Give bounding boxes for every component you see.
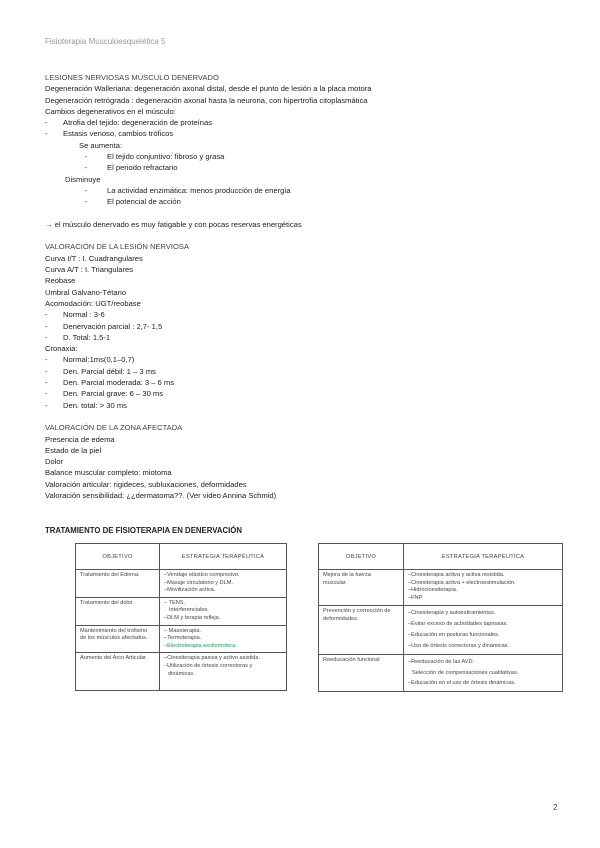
text-line: Degeneración Walleriana: degeneración axonal distal, desde el punto de lesión a la placa motora — [45, 84, 372, 94]
objective-cell: Reeducación funcional — [319, 655, 404, 692]
bullet-item: - Estasis venoso, cambios tróficos — [45, 129, 174, 139]
bullet-item: - Den. Parcial moderada: 3 – 6 ms — [45, 378, 175, 388]
sub-bullet-item: - El tejido conjuntivo: fibroso y grasa — [84, 152, 225, 162]
column-header: ESTRATEGIA TERAPÉUTICA — [404, 544, 563, 570]
bullet-item: - Denervación parcial : 2,7- 1,5 — [45, 321, 163, 331]
objective-cell: Tratamiento del dolor. — [76, 597, 160, 625]
strategy-cell: –Cinesiterapia pasiva y activo asistida. –Utilización de órtesis correctoras y dinámicas. — [160, 653, 287, 691]
text-line: Curva I/T : I. Cuadrangulares — [45, 253, 143, 263]
text-line: Dolor — [45, 457, 64, 467]
strategy-cell: – TENS. Interferenciales. –DLM y terapia refleja. — [160, 597, 287, 625]
column-header: OBJETIVO — [76, 544, 160, 570]
text-line: Umbral Galvano-Tétano — [45, 287, 127, 297]
objective-cell: Tratamiento del Edema. — [76, 570, 160, 598]
objective-cell: Mejora de la fuerza muscular. — [319, 570, 404, 606]
table-row — [76, 653, 287, 691]
text-line: Estado de la piel — [45, 445, 102, 455]
text-line: Presencia de edema — [45, 434, 115, 444]
table-row — [319, 655, 563, 692]
table-row — [76, 570, 287, 598]
sub-heading: Disminuye — [65, 174, 101, 184]
sub-heading: Se aumenta: — [79, 140, 123, 150]
column-header: OBJETIVO — [319, 544, 404, 570]
page-number: 2 — [553, 803, 558, 812]
bullet-item: - Normal:1ms(0,1–0,7) — [45, 355, 135, 365]
table-row — [319, 606, 563, 655]
text-line: Curva A/T : I. Triangulares — [45, 265, 134, 275]
page-header: Fisioterapia Musculoesquelética 5 — [45, 37, 166, 46]
text-line: Cronaxia: — [45, 344, 78, 354]
text-line: Reobase — [45, 276, 76, 286]
objective-cell: Mantenimiento del trofismo de los músculos afectados. — [76, 625, 160, 653]
strategy-cell: –Cinesiterapia activa y activa resistida. –Cinesiterapia activa + electroestimulación. –Hidrocinesiterapia. –FNP — [404, 570, 563, 606]
table-row — [76, 597, 287, 625]
bullet-item: - Normal : 3-6 — [45, 310, 105, 320]
table-row — [319, 570, 563, 606]
bullet-item: - D. Total: 1.5-1 — [45, 332, 111, 342]
text-line: Balance muscular completo: miotoma — [45, 468, 172, 478]
main-content — [45, 72, 565, 501]
sub-bullet-item: - La actividad enzimática: menos producción de energía — [84, 185, 291, 195]
bullet-item: - Den. Parcial grave: 6 – 30 ms — [45, 389, 164, 399]
bullet-item: - Atrofia del tejido: degeneración de proteínas — [45, 118, 213, 128]
text-line: Cambios degenerativos en el músculo: — [45, 106, 176, 116]
treatment-table-right — [318, 543, 563, 692]
strategy-cell: –Cinesiterapia y autoestiramientos. –Evitar exceso de actividades tapnosas. –Educación en posturas funcionales. –Uso de órtesis correctoras y dinámicas. — [404, 606, 563, 655]
text-line: Acomodación: UGT/reobase — [45, 298, 141, 308]
treatment-table-left — [75, 543, 287, 691]
text-line: Valoración articular: rigideces, subluxaciones, deformidades — [45, 479, 247, 489]
column-header: ESTRATEGIA TERAPÉUTICA — [160, 544, 287, 570]
section-title-valoracion: VALORACIÓN DE LA LESIÓN NERVIOSA — [45, 242, 190, 252]
table-row — [76, 625, 287, 653]
sub-bullet-item: - El periodo refractario — [84, 163, 178, 173]
table-header-row — [319, 544, 563, 570]
sub-bullet-item: - El potencial de acción — [84, 197, 181, 207]
strategy-cell: –Vendaje elástico compresivo. –Masaje circulatorio y DLM. –Movilización activa. — [160, 570, 287, 598]
section-title-zona: VALORACIÓN DE LA ZONA AFECTADA — [45, 423, 183, 433]
bullet-item: - Den. Parcial débil: 1 – 3 ms — [45, 366, 156, 376]
objective-cell: Aumento del Arco Articular. — [76, 653, 160, 691]
text-line: Degeneración retrógrada : degeneración axonal hasta la neurona, con hipertrofia citoplasmática — [45, 95, 368, 105]
strategy-cell: – Masoterapia. –Termoterapia. –Electroterapia excitomotora. — [160, 625, 287, 653]
bullet-item: - Den. total: > 30 ms — [45, 400, 127, 410]
strategy-cell: –Reeducación de las AVD. Selección de compensaciones cualitativas. –Educación en el uso de órtesis dinámicas. — [404, 655, 563, 692]
table-header-row — [76, 544, 287, 570]
conclusion-line: → el músculo denervado es muy fatigable y con pocas reservas energéticas — [45, 219, 302, 229]
section-title-lesiones: LESIONES NERVIOSAS MÚSCULO DENERVADO — [45, 73, 219, 82]
treatment-title: TRATAMIENTO DE FISIOTERAPIA EN DENERVACIÓN — [45, 526, 242, 535]
text-line: Valoración sensibilidad: ¿¿dermatoma??. (Ver video Annina Schmid) — [45, 490, 277, 500]
objective-cell: Prevención y corrección de deformidades. — [319, 606, 404, 655]
